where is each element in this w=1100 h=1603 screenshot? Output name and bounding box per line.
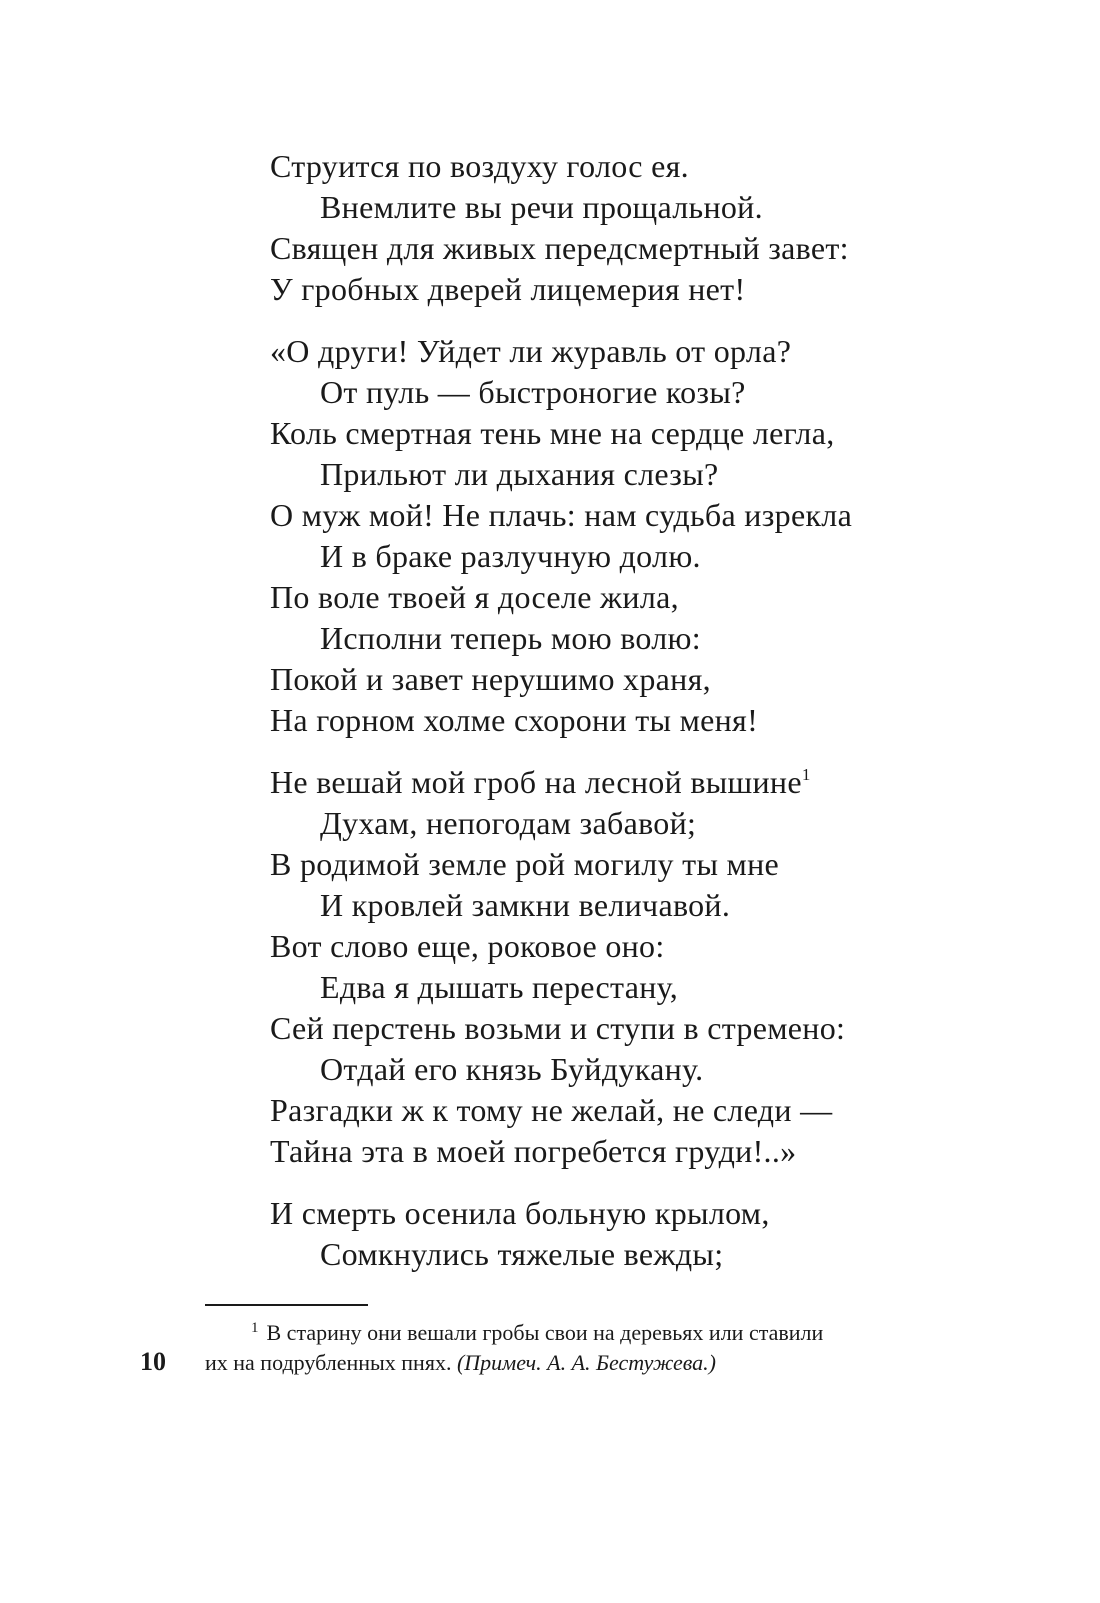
stanza xyxy=(270,1193,852,1275)
verse-line-text: И в браке разлучную долю. xyxy=(320,538,701,574)
verse-line-text: Отдай его князь Буйдукану. xyxy=(320,1051,704,1087)
verse-line xyxy=(270,1049,852,1090)
verse-line-text: Покой и завет нерушимо храня, xyxy=(270,661,711,697)
verse-line-text: От пуль — быстроногие козы? xyxy=(320,374,746,410)
verse-line xyxy=(270,885,852,926)
footnote-attribution: (Примеч. А. А. Бестужева.) xyxy=(456,1350,716,1375)
verse-line xyxy=(270,269,852,310)
verse-line xyxy=(270,844,852,885)
verse-line xyxy=(270,803,852,844)
verse-line-text: Разгадки ж к тому не желай, не следи — xyxy=(270,1092,833,1128)
verse-line xyxy=(270,187,852,228)
footnote-text-line1: В старину они вешали гробы свои на деревьях или ставили xyxy=(266,1320,824,1345)
verse-line-text: На горном холме схорони ты меня! xyxy=(270,702,759,738)
verse-line xyxy=(270,1193,852,1234)
verse-line-text: В родимой земле рой могилу ты мне xyxy=(270,846,780,882)
verse-line-text: По воле твоей я доселе жила, xyxy=(270,579,679,615)
verse-line xyxy=(270,577,852,618)
verse-line-text: Сомкнулись тяжелые вежды; xyxy=(320,1236,724,1272)
verse-line-text: Священ для живых передсмертный завет: xyxy=(270,230,849,266)
footnote-reference: 1 xyxy=(801,765,811,784)
page-number: 10 xyxy=(140,1347,166,1376)
stanza xyxy=(270,146,852,310)
verse-line xyxy=(270,1131,852,1172)
verse-line-text: У гробных дверей лицемерия нет! xyxy=(270,271,746,307)
footnote-text-line2: их на подрубленных пнях. xyxy=(205,1350,457,1375)
verse-line-text: «О други! Уйдет ли журавль от орла? xyxy=(270,333,792,369)
verse-line-text: Духам, непогодам забавой; xyxy=(320,805,697,841)
verse-line xyxy=(270,1008,852,1049)
verse-line xyxy=(270,495,852,536)
verse-line-text: Едва я дышать перестану, xyxy=(320,969,679,1005)
verse-line xyxy=(270,331,852,372)
verse-line-text: И кровлей замкни величавой. xyxy=(320,887,731,923)
verse-line-text: Коль смертная тень мне на сердце легла, xyxy=(270,415,835,451)
verse-line xyxy=(270,762,852,803)
verse-line xyxy=(270,536,852,577)
verse-line xyxy=(270,1090,852,1131)
verse-line xyxy=(270,967,852,1008)
verse-line xyxy=(270,700,852,741)
stanza xyxy=(270,331,852,741)
verse-line-text: Не вешай мой гроб на лесной вышине xyxy=(270,764,802,800)
footnote-divider xyxy=(205,1304,368,1306)
verse-line-text: Тайна эта в моей погребется груди!..» xyxy=(270,1133,797,1169)
verse-line-text: Сей перстень возьми и ступи в стремено: xyxy=(270,1010,846,1046)
verse-line xyxy=(270,146,852,187)
verse-line xyxy=(270,454,852,495)
footnote-number: 1 xyxy=(251,1320,259,1336)
verse-line-text: И смерть осенила больную крылом, xyxy=(270,1195,770,1231)
verse-line-text: Вот слово еще, роковое оно: xyxy=(270,928,665,964)
verse-line xyxy=(270,926,852,967)
verse-line-text: Внемлите вы речи прощальной. xyxy=(320,189,763,225)
verse-line-text: О муж мой! Не плачь: нам судьба изрекла xyxy=(270,497,853,533)
verse-line xyxy=(270,413,852,454)
verse-line xyxy=(270,228,852,269)
footnote xyxy=(205,1318,823,1378)
verse-line-text: Исполни теперь мою волю: xyxy=(320,620,701,656)
verse-line xyxy=(270,372,852,413)
verse-line xyxy=(270,1234,852,1275)
poem-text xyxy=(270,146,852,1296)
verse-line xyxy=(270,618,852,659)
verse-line xyxy=(270,659,852,700)
stanza xyxy=(270,762,852,1172)
verse-line-text: Струится по воздуху голос ея. xyxy=(270,148,689,184)
verse-line-text: Прильют ли дыхания слезы? xyxy=(320,456,719,492)
